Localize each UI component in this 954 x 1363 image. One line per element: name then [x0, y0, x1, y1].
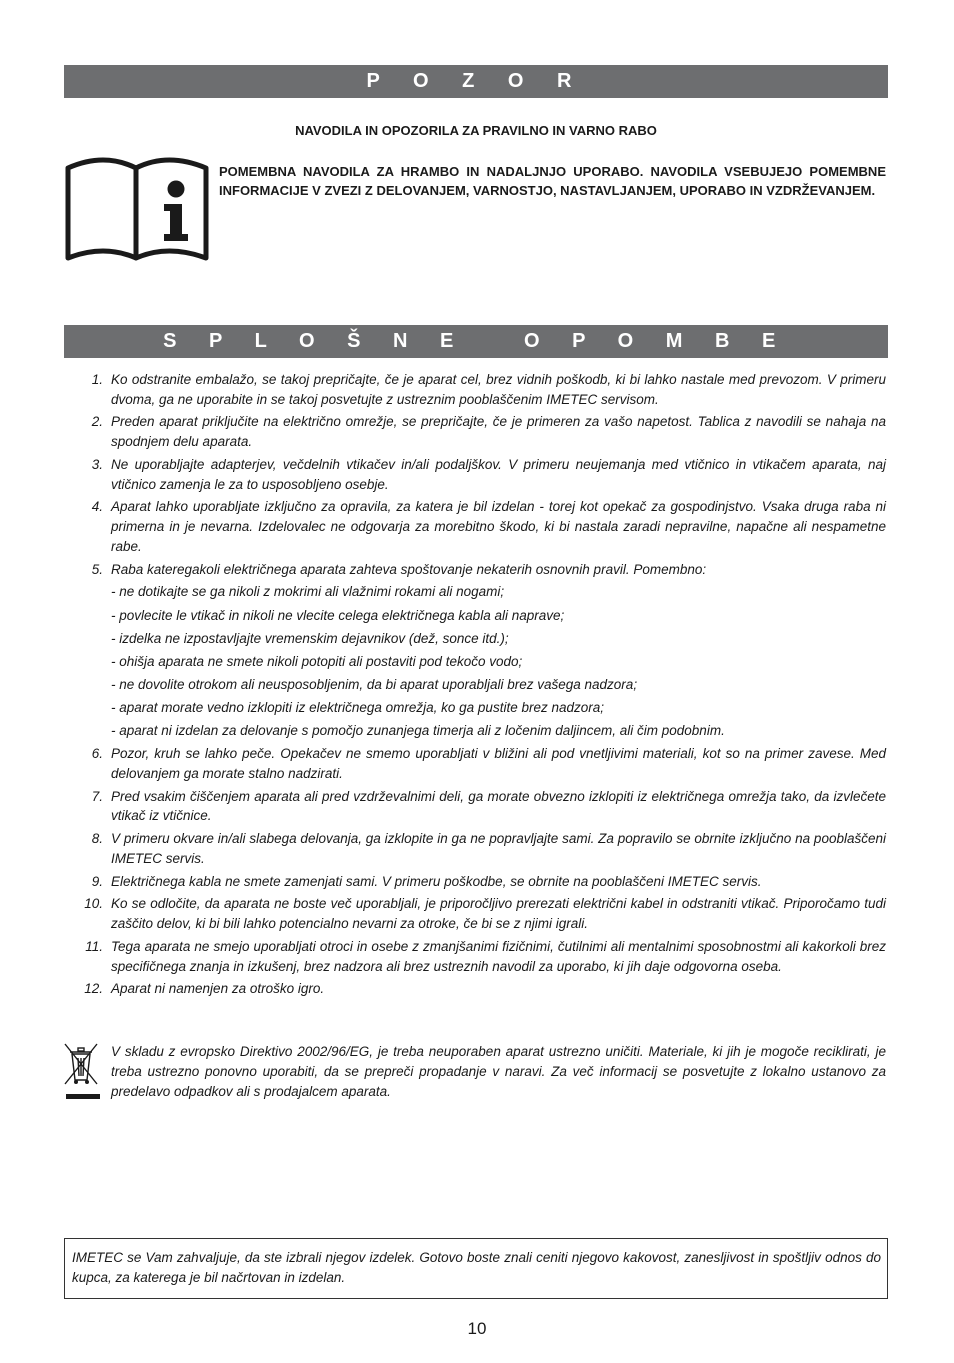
item-number: 7.: [91, 788, 103, 804]
item-text: Ne uporabljajte adapterjev, večdelnih vtikačev in/ali podaljškov. V primeru neujemanja med vtičnico in vtikačem aparata, naj vtičnico zamenja le za to usposobljeno osebje.: [111, 456, 886, 492]
weee-disposal-text: V skladu z evropsko Direktivo 2002/96/EG, je treba neuporaben aparat ustrezno uničiti. Materiale, ki jih je mogoče reciklirati, je treba ustrezno ponovno uporabiti, da se prepreči propadanje v naravi. Za več informacij se posvetujte z lokalno ustanovo za predelavo odpadkov ali s prodajalcem aparata.: [111, 1044, 886, 1099]
sub-list-item: - aparat ni izdelan za delovanje s pomočjo zunanjega timerja ali z ločenim daljincem, ali čim podobnim.: [111, 722, 725, 738]
item-text: Ko odstranite embalažo, se takoj prepričajte, če je aparat cel, brez vidnih poškodb, ki bi lahko nastale med prevozom. V primeru dvoma, ga ne uporabite in se takoj posvetujte z ustreznim pooblaščenim IMETEC servisom.: [111, 372, 886, 407]
item-number: 3.: [91, 456, 103, 472]
list-item: [80, 370, 886, 409]
sub-list-item: - aparat morate vedno izklopiti iz električnega omrežja, ko ga pustite brez nadzora;: [111, 699, 605, 715]
item-number: 2.: [91, 414, 103, 430]
item-number: 12.: [84, 981, 103, 997]
item-text: Aparat lahko uporabljate izključno za opravila, za katera je bil izdelan - torej kot opekač za gospodinjstvo. Vsaka druga raba ni primerna in je nevarna. Izdelovalec ne odgovarja za morebitno škodo, ki bi nastala zaradi nepravilne, napačne ali nespametne rabe.: [111, 499, 886, 554]
item-text: Pred vsakim čiščenjem aparata ali pred vzdrževalnimi deli, ga morate obvezno izklopiti iz električnega omrežja tako, da izvlečete vtikač iz vtičnice.: [111, 788, 886, 824]
item-text: Električnega kabla ne smete zamenjati sami. V primeru poškodbe, se obrnite na pooblaščeni IMETEC servis.: [111, 873, 762, 889]
list-item: [80, 872, 886, 892]
general-notes-header-bar: [64, 325, 888, 358]
list-item: [80, 560, 886, 580]
list-item: [80, 787, 886, 826]
item-text: Raba kateregakoli električnega aparata zahteva spoštovanje nekaterih osnovnih pravil. Pomembno:: [111, 561, 707, 577]
sub-list-item: - povlecite le vtikač in nikoli ne vlecite celega električnega kabla ali naprave;: [111, 607, 565, 623]
item-text: Preden aparat priključite na električno omrežje, se prepričajte, če je primeren za vašo napetost. Tablica z navodili se nahaja na spodnjem delu aparata.: [111, 414, 886, 450]
list-item: [80, 829, 886, 868]
list-item: [80, 979, 886, 999]
list-item: [80, 894, 886, 933]
sub-list-item: - izdelka ne izpostavljajte vremenskim dejavnikov (dež, sonce itd.);: [111, 630, 509, 646]
item-number: 5.: [91, 561, 103, 577]
sub-list-item: - ne dovolite otrokom ali neusposobljenim, da bi aparat uporabljali brez vašega nadzora;: [111, 676, 638, 692]
general-notes-title: S P L O Š N E O P O M B E: [163, 330, 789, 352]
list-item: [80, 937, 886, 976]
warning-title: P O Z O R: [366, 70, 586, 92]
item-text: Ko se odločite, da aparata ne boste več uporabljali, je priporočljivo prerezati električni kabel in odstraniti vtikač. Priporočamo tudi zaščito delov, ki bi bili lahko potencialno nevarni za otroke, če bi se z njimi igrali.: [111, 896, 886, 932]
info-book-icon: [64, 154, 210, 262]
item-text: V primeru okvare in/ali slabega delovanja, ga izklopite in ga ne popravljajte sami. Za popravilo se obrnite izključno na pooblaščeni IMETEC servis.: [111, 831, 886, 866]
instructions-subtitle: NAVODILA IN OPOZORILA ZA PRAVILNO IN VARNO RABO: [295, 123, 657, 138]
page-number: 10: [467, 1319, 487, 1338]
sub-list-item: - ohišja aparata ne smete nikoli potopiti ali postaviti pod tekočo vodo;: [111, 653, 523, 669]
thanks-box: [64, 1238, 888, 1299]
list-item: [80, 455, 886, 494]
info-notice-text: POMEMBNA NAVODILA ZA HRAMBO IN NADALJNJO UPORABO. NAVODILA VSEBUJEJO POMEMBNE INFORMACIJE V ZVEZI Z DELOVANJEM, VARNOSTJO, NASTAVLJANJEM, UPORABO IN VZDRŽEVANJEM.: [219, 164, 886, 198]
item-number: 4.: [91, 499, 103, 515]
item-number: 11.: [85, 938, 103, 954]
item-number: 9.: [91, 873, 103, 889]
item-number: 10.: [84, 896, 103, 912]
item-number: 8.: [91, 831, 103, 847]
sub-list-item: - ne dotikajte se ga nikoli z mokrimi ali vlažnimi rokami ali nogami;: [111, 584, 505, 600]
list-item: [80, 497, 886, 556]
item-number: 1.: [91, 372, 103, 387]
thanks-text: IMETEC se Vam zahvaljuje, da ste izbrali njegov izdelek. Gotovo boste znali ceniti njegovo kakovost, zanesljivost in spoštljiv odnos do kupca, za katerega je bil načrtovan in izdelan.: [72, 1250, 881, 1285]
list-item: [80, 412, 886, 451]
item-number: 6.: [91, 746, 103, 762]
item-text: Pozor, kruh se lahko peče. Opekačev ne smemo uporabljati v bližini ali pod vnetljivimi materiali, kot so na primer zavese. Med delovanjem ga morate stalno nadzirati.: [111, 746, 886, 781]
warning-header-bar: [64, 65, 888, 98]
general-notes-list: [80, 370, 886, 1002]
list-item: [80, 744, 886, 783]
item-text: Aparat ni namenjen za otroško igro.: [111, 981, 325, 997]
crossed-bin-icon: [63, 1042, 101, 1102]
item-text: Tega aparata ne smejo uporabljati otroci in osebe z zmanjšanimi fizičnimi, čutilnimi ali mentalnimi sposobnostmi ali kakorkoli brez specifičnega znanja in izkušenj, brez nadzora ali brez ustreznih navodil za uporabo, ki jih daje odgovorna oseba.: [111, 938, 886, 974]
